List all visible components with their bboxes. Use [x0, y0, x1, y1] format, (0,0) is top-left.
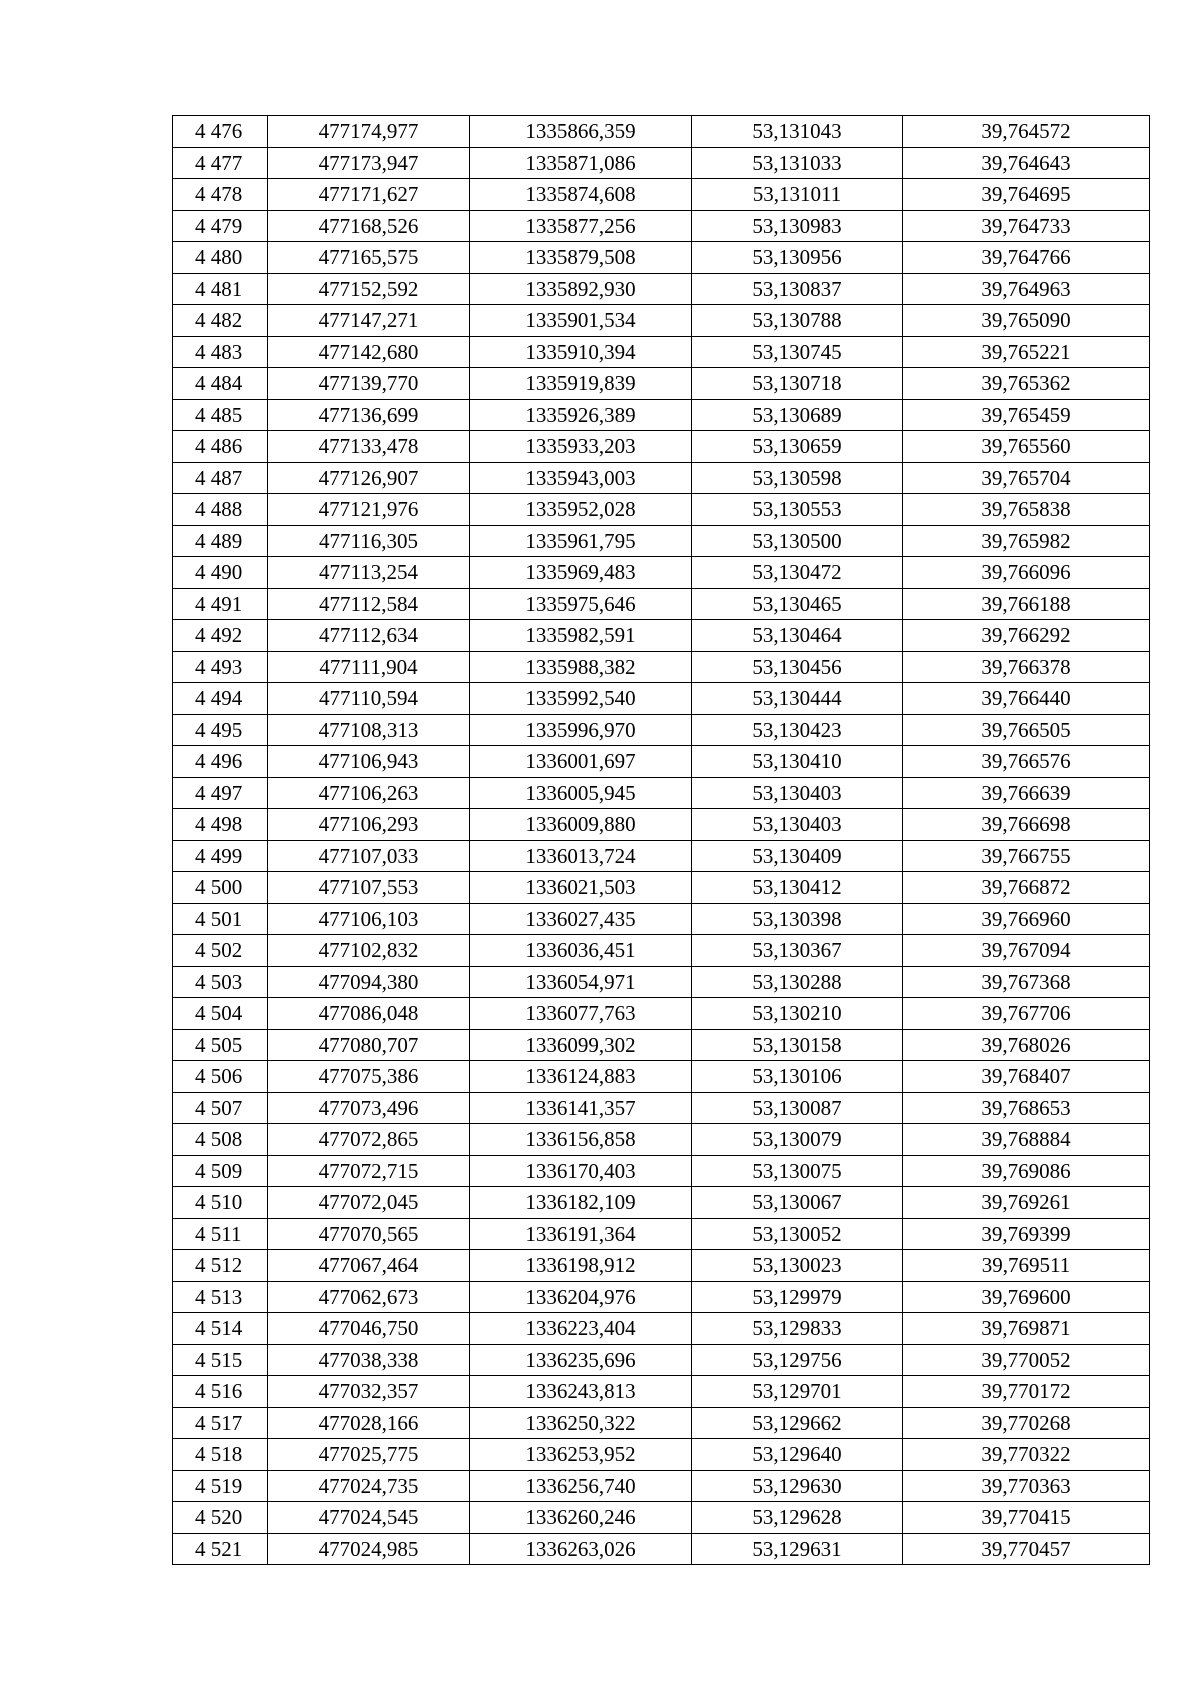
x-coordinate-cell: 477173,947	[268, 147, 470, 179]
x-coordinate-cell: 477139,770	[268, 368, 470, 400]
x-coordinate-cell: 477086,048	[268, 998, 470, 1030]
table-row	[173, 305, 1150, 337]
x-coordinate-cell: 477168,526	[268, 210, 470, 242]
longitude-cell: 39,764643	[903, 147, 1150, 179]
point-number-cell: 4 491	[173, 588, 268, 620]
point-number-cell: 4 486	[173, 431, 268, 463]
latitude-cell: 53,131011	[692, 179, 903, 211]
point-number-cell: 4 519	[173, 1470, 268, 1502]
latitude-cell: 53,130689	[692, 399, 903, 431]
y-coordinate-cell: 1336001,697	[470, 746, 692, 778]
table-row	[173, 840, 1150, 872]
longitude-cell: 39,769399	[903, 1218, 1150, 1250]
latitude-cell: 53,130745	[692, 336, 903, 368]
y-coordinate-cell: 1335892,930	[470, 273, 692, 305]
table-row	[173, 1407, 1150, 1439]
latitude-cell: 53,130210	[692, 998, 903, 1030]
table-row	[173, 1313, 1150, 1345]
x-coordinate-cell: 477112,584	[268, 588, 470, 620]
point-number-cell: 4 510	[173, 1187, 268, 1219]
table-row	[173, 1029, 1150, 1061]
y-coordinate-cell: 1335871,086	[470, 147, 692, 179]
x-coordinate-cell: 477174,977	[268, 116, 470, 148]
longitude-cell: 39,769086	[903, 1155, 1150, 1187]
point-number-cell: 4 515	[173, 1344, 268, 1376]
x-coordinate-cell: 477110,594	[268, 683, 470, 715]
table-row	[173, 935, 1150, 967]
x-coordinate-cell: 477107,033	[268, 840, 470, 872]
point-number-cell: 4 498	[173, 809, 268, 841]
point-number-cell: 4 484	[173, 368, 268, 400]
latitude-cell: 53,130456	[692, 651, 903, 683]
table-row	[173, 1344, 1150, 1376]
table-row	[173, 1281, 1150, 1313]
longitude-cell: 39,766188	[903, 588, 1150, 620]
latitude-cell: 53,130158	[692, 1029, 903, 1061]
table-row	[173, 872, 1150, 904]
y-coordinate-cell: 1335910,394	[470, 336, 692, 368]
latitude-cell: 53,130444	[692, 683, 903, 715]
latitude-cell: 53,130087	[692, 1092, 903, 1124]
longitude-cell: 39,766096	[903, 557, 1150, 589]
y-coordinate-cell: 1336170,403	[470, 1155, 692, 1187]
coordinates-table-body	[173, 116, 1150, 1565]
x-coordinate-cell: 477062,673	[268, 1281, 470, 1313]
y-coordinate-cell: 1335982,591	[470, 620, 692, 652]
point-number-cell: 4 482	[173, 305, 268, 337]
table-row	[173, 1218, 1150, 1250]
y-coordinate-cell: 1336013,724	[470, 840, 692, 872]
y-coordinate-cell: 1336021,503	[470, 872, 692, 904]
y-coordinate-cell: 1335919,839	[470, 368, 692, 400]
longitude-cell: 39,767706	[903, 998, 1150, 1030]
longitude-cell: 39,764733	[903, 210, 1150, 242]
longitude-cell: 39,765221	[903, 336, 1150, 368]
table-row	[173, 1502, 1150, 1534]
table-row	[173, 1155, 1150, 1187]
latitude-cell: 53,129701	[692, 1376, 903, 1408]
longitude-cell: 39,765362	[903, 368, 1150, 400]
longitude-cell: 39,768407	[903, 1061, 1150, 1093]
point-number-cell: 4 503	[173, 966, 268, 998]
latitude-cell: 53,130288	[692, 966, 903, 998]
longitude-cell: 39,766440	[903, 683, 1150, 715]
longitude-cell: 39,765459	[903, 399, 1150, 431]
y-coordinate-cell: 1336036,451	[470, 935, 692, 967]
x-coordinate-cell: 477107,553	[268, 872, 470, 904]
table-row	[173, 399, 1150, 431]
x-coordinate-cell: 477024,985	[268, 1533, 470, 1565]
latitude-cell: 53,129630	[692, 1470, 903, 1502]
latitude-cell: 53,130983	[692, 210, 903, 242]
x-coordinate-cell: 477106,263	[268, 777, 470, 809]
point-number-cell: 4 500	[173, 872, 268, 904]
point-number-cell: 4 476	[173, 116, 268, 148]
latitude-cell: 53,129662	[692, 1407, 903, 1439]
x-coordinate-cell: 477106,293	[268, 809, 470, 841]
point-number-cell: 4 485	[173, 399, 268, 431]
latitude-cell: 53,130659	[692, 431, 903, 463]
latitude-cell: 53,129979	[692, 1281, 903, 1313]
longitude-cell: 39,764963	[903, 273, 1150, 305]
longitude-cell: 39,764572	[903, 116, 1150, 148]
point-number-cell: 4 513	[173, 1281, 268, 1313]
x-coordinate-cell: 477028,166	[268, 1407, 470, 1439]
x-coordinate-cell: 477152,592	[268, 273, 470, 305]
x-coordinate-cell: 477171,627	[268, 179, 470, 211]
y-coordinate-cell: 1336191,364	[470, 1218, 692, 1250]
y-coordinate-cell: 1335988,382	[470, 651, 692, 683]
y-coordinate-cell: 1336253,952	[470, 1439, 692, 1471]
point-number-cell: 4 505	[173, 1029, 268, 1061]
point-number-cell: 4 493	[173, 651, 268, 683]
point-number-cell: 4 502	[173, 935, 268, 967]
longitude-cell: 39,767094	[903, 935, 1150, 967]
longitude-cell: 39,770268	[903, 1407, 1150, 1439]
y-coordinate-cell: 1335961,795	[470, 525, 692, 557]
longitude-cell: 39,767368	[903, 966, 1150, 998]
table-row	[173, 179, 1150, 211]
y-coordinate-cell: 1335933,203	[470, 431, 692, 463]
x-coordinate-cell: 477094,380	[268, 966, 470, 998]
table-row	[173, 714, 1150, 746]
latitude-cell: 53,130067	[692, 1187, 903, 1219]
point-number-cell: 4 512	[173, 1250, 268, 1282]
table-row	[173, 903, 1150, 935]
point-number-cell: 4 478	[173, 179, 268, 211]
y-coordinate-cell: 1336054,971	[470, 966, 692, 998]
longitude-cell: 39,766698	[903, 809, 1150, 841]
longitude-cell: 39,766576	[903, 746, 1150, 778]
table-row	[173, 242, 1150, 274]
point-number-cell: 4 477	[173, 147, 268, 179]
x-coordinate-cell: 477106,103	[268, 903, 470, 935]
x-coordinate-cell: 477165,575	[268, 242, 470, 274]
x-coordinate-cell: 477072,865	[268, 1124, 470, 1156]
latitude-cell: 53,129833	[692, 1313, 903, 1345]
x-coordinate-cell: 477025,775	[268, 1439, 470, 1471]
y-coordinate-cell: 1335943,003	[470, 462, 692, 494]
latitude-cell: 53,131033	[692, 147, 903, 179]
x-coordinate-cell: 477070,565	[268, 1218, 470, 1250]
y-coordinate-cell: 1336141,357	[470, 1092, 692, 1124]
point-number-cell: 4 487	[173, 462, 268, 494]
longitude-cell: 39,768653	[903, 1092, 1150, 1124]
x-coordinate-cell: 477133,478	[268, 431, 470, 463]
longitude-cell: 39,765982	[903, 525, 1150, 557]
latitude-cell: 53,130403	[692, 777, 903, 809]
latitude-cell: 53,130412	[692, 872, 903, 904]
y-coordinate-cell: 1336263,026	[470, 1533, 692, 1565]
y-coordinate-cell: 1336260,246	[470, 1502, 692, 1534]
y-coordinate-cell: 1335877,256	[470, 210, 692, 242]
table-row	[173, 116, 1150, 148]
y-coordinate-cell: 1336256,740	[470, 1470, 692, 1502]
latitude-cell: 53,130410	[692, 746, 903, 778]
x-coordinate-cell: 477126,907	[268, 462, 470, 494]
latitude-cell: 53,130472	[692, 557, 903, 589]
latitude-cell: 53,130718	[692, 368, 903, 400]
point-number-cell: 4 499	[173, 840, 268, 872]
latitude-cell: 53,130465	[692, 588, 903, 620]
x-coordinate-cell: 477024,545	[268, 1502, 470, 1534]
longitude-cell: 39,765560	[903, 431, 1150, 463]
table-row	[173, 1376, 1150, 1408]
y-coordinate-cell: 1336124,883	[470, 1061, 692, 1093]
table-row	[173, 746, 1150, 778]
x-coordinate-cell: 477102,832	[268, 935, 470, 967]
x-coordinate-cell: 477067,464	[268, 1250, 470, 1282]
table-row	[173, 1124, 1150, 1156]
latitude-cell: 53,129631	[692, 1533, 903, 1565]
point-number-cell: 4 509	[173, 1155, 268, 1187]
y-coordinate-cell: 1336077,763	[470, 998, 692, 1030]
latitude-cell: 53,130403	[692, 809, 903, 841]
latitude-cell: 53,130423	[692, 714, 903, 746]
x-coordinate-cell: 477112,634	[268, 620, 470, 652]
point-number-cell: 4 481	[173, 273, 268, 305]
point-number-cell: 4 497	[173, 777, 268, 809]
point-number-cell: 4 507	[173, 1092, 268, 1124]
latitude-cell: 53,129628	[692, 1502, 903, 1534]
latitude-cell: 53,129756	[692, 1344, 903, 1376]
x-coordinate-cell: 477038,338	[268, 1344, 470, 1376]
latitude-cell: 53,130464	[692, 620, 903, 652]
table-row	[173, 966, 1150, 998]
y-coordinate-cell: 1335969,483	[470, 557, 692, 589]
point-number-cell: 4 492	[173, 620, 268, 652]
y-coordinate-cell: 1336027,435	[470, 903, 692, 935]
latitude-cell: 53,130956	[692, 242, 903, 274]
y-coordinate-cell: 1336182,109	[470, 1187, 692, 1219]
longitude-cell: 39,766755	[903, 840, 1150, 872]
y-coordinate-cell: 1336156,858	[470, 1124, 692, 1156]
y-coordinate-cell: 1336005,945	[470, 777, 692, 809]
table-row	[173, 336, 1150, 368]
y-coordinate-cell: 1335975,646	[470, 588, 692, 620]
longitude-cell: 39,764766	[903, 242, 1150, 274]
x-coordinate-cell: 477106,943	[268, 746, 470, 778]
x-coordinate-cell: 477075,386	[268, 1061, 470, 1093]
table-row	[173, 1187, 1150, 1219]
y-coordinate-cell: 1335992,540	[470, 683, 692, 715]
x-coordinate-cell: 477072,715	[268, 1155, 470, 1187]
y-coordinate-cell: 1336009,880	[470, 809, 692, 841]
latitude-cell: 53,130409	[692, 840, 903, 872]
x-coordinate-cell: 477032,357	[268, 1376, 470, 1408]
y-coordinate-cell: 1335866,359	[470, 116, 692, 148]
x-coordinate-cell: 477111,904	[268, 651, 470, 683]
longitude-cell: 39,768884	[903, 1124, 1150, 1156]
longitude-cell: 39,770363	[903, 1470, 1150, 1502]
longitude-cell: 39,770322	[903, 1439, 1150, 1471]
point-number-cell: 4 490	[173, 557, 268, 589]
latitude-cell: 53,131043	[692, 116, 903, 148]
latitude-cell: 53,130079	[692, 1124, 903, 1156]
point-number-cell: 4 520	[173, 1502, 268, 1534]
longitude-cell: 39,765704	[903, 462, 1150, 494]
point-number-cell: 4 501	[173, 903, 268, 935]
table-row	[173, 683, 1150, 715]
point-number-cell: 4 488	[173, 494, 268, 526]
x-coordinate-cell: 477046,750	[268, 1313, 470, 1345]
table-row	[173, 998, 1150, 1030]
y-coordinate-cell: 1335996,970	[470, 714, 692, 746]
point-number-cell: 4 511	[173, 1218, 268, 1250]
longitude-cell: 39,766639	[903, 777, 1150, 809]
x-coordinate-cell: 477108,313	[268, 714, 470, 746]
table-row	[173, 431, 1150, 463]
point-number-cell: 4 518	[173, 1439, 268, 1471]
latitude-cell: 53,129640	[692, 1439, 903, 1471]
latitude-cell: 53,130023	[692, 1250, 903, 1282]
table-row	[173, 525, 1150, 557]
point-number-cell: 4 479	[173, 210, 268, 242]
latitude-cell: 53,130553	[692, 494, 903, 526]
y-coordinate-cell: 1335926,389	[470, 399, 692, 431]
y-coordinate-cell: 1336223,404	[470, 1313, 692, 1345]
point-number-cell: 4 489	[173, 525, 268, 557]
x-coordinate-cell: 477080,707	[268, 1029, 470, 1061]
x-coordinate-cell: 477136,699	[268, 399, 470, 431]
y-coordinate-cell: 1335952,028	[470, 494, 692, 526]
point-number-cell: 4 506	[173, 1061, 268, 1093]
longitude-cell: 39,766505	[903, 714, 1150, 746]
longitude-cell: 39,770052	[903, 1344, 1150, 1376]
latitude-cell: 53,130367	[692, 935, 903, 967]
y-coordinate-cell: 1336250,322	[470, 1407, 692, 1439]
x-coordinate-cell: 477116,305	[268, 525, 470, 557]
table-row	[173, 1533, 1150, 1565]
table-row	[173, 777, 1150, 809]
table-row	[173, 494, 1150, 526]
table-row	[173, 210, 1150, 242]
x-coordinate-cell: 477147,271	[268, 305, 470, 337]
y-coordinate-cell: 1336235,696	[470, 1344, 692, 1376]
longitude-cell: 39,766378	[903, 651, 1150, 683]
y-coordinate-cell: 1335879,508	[470, 242, 692, 274]
y-coordinate-cell: 1335901,534	[470, 305, 692, 337]
table-row	[173, 1439, 1150, 1471]
y-coordinate-cell: 1336198,912	[470, 1250, 692, 1282]
latitude-cell: 53,130788	[692, 305, 903, 337]
y-coordinate-cell: 1336243,813	[470, 1376, 692, 1408]
point-number-cell: 4 496	[173, 746, 268, 778]
table-row	[173, 1250, 1150, 1282]
longitude-cell: 39,769261	[903, 1187, 1150, 1219]
table-row	[173, 462, 1150, 494]
longitude-cell: 39,764695	[903, 179, 1150, 211]
y-coordinate-cell: 1336204,976	[470, 1281, 692, 1313]
point-number-cell: 4 521	[173, 1533, 268, 1565]
coordinates-table	[172, 115, 1150, 1565]
table-row	[173, 273, 1150, 305]
point-number-cell: 4 494	[173, 683, 268, 715]
x-coordinate-cell: 477024,735	[268, 1470, 470, 1502]
point-number-cell: 4 516	[173, 1376, 268, 1408]
longitude-cell: 39,766960	[903, 903, 1150, 935]
table-row	[173, 588, 1150, 620]
x-coordinate-cell: 477142,680	[268, 336, 470, 368]
longitude-cell: 39,769511	[903, 1250, 1150, 1282]
table-row	[173, 1061, 1150, 1093]
latitude-cell: 53,130598	[692, 462, 903, 494]
table-row	[173, 620, 1150, 652]
longitude-cell: 39,770457	[903, 1533, 1150, 1565]
table-row	[173, 147, 1150, 179]
longitude-cell: 39,766872	[903, 872, 1150, 904]
latitude-cell: 53,130398	[692, 903, 903, 935]
x-coordinate-cell: 477121,976	[268, 494, 470, 526]
point-number-cell: 4 495	[173, 714, 268, 746]
longitude-cell: 39,770415	[903, 1502, 1150, 1534]
y-coordinate-cell: 1335874,608	[470, 179, 692, 211]
longitude-cell: 39,770172	[903, 1376, 1150, 1408]
x-coordinate-cell: 477072,045	[268, 1187, 470, 1219]
latitude-cell: 53,130075	[692, 1155, 903, 1187]
x-coordinate-cell: 477113,254	[268, 557, 470, 589]
longitude-cell: 39,765090	[903, 305, 1150, 337]
table-row	[173, 1092, 1150, 1124]
longitude-cell: 39,766292	[903, 620, 1150, 652]
latitude-cell: 53,130052	[692, 1218, 903, 1250]
point-number-cell: 4 514	[173, 1313, 268, 1345]
latitude-cell: 53,130500	[692, 525, 903, 557]
point-number-cell: 4 504	[173, 998, 268, 1030]
point-number-cell: 4 517	[173, 1407, 268, 1439]
longitude-cell: 39,765838	[903, 494, 1150, 526]
table-row	[173, 368, 1150, 400]
x-coordinate-cell: 477073,496	[268, 1092, 470, 1124]
latitude-cell: 53,130837	[692, 273, 903, 305]
point-number-cell: 4 483	[173, 336, 268, 368]
longitude-cell: 39,768026	[903, 1029, 1150, 1061]
longitude-cell: 39,769871	[903, 1313, 1150, 1345]
y-coordinate-cell: 1336099,302	[470, 1029, 692, 1061]
point-number-cell: 4 480	[173, 242, 268, 274]
table-row	[173, 809, 1150, 841]
latitude-cell: 53,130106	[692, 1061, 903, 1093]
longitude-cell: 39,769600	[903, 1281, 1150, 1313]
point-number-cell: 4 508	[173, 1124, 268, 1156]
table-row	[173, 651, 1150, 683]
table-row	[173, 1470, 1150, 1502]
table-row	[173, 557, 1150, 589]
